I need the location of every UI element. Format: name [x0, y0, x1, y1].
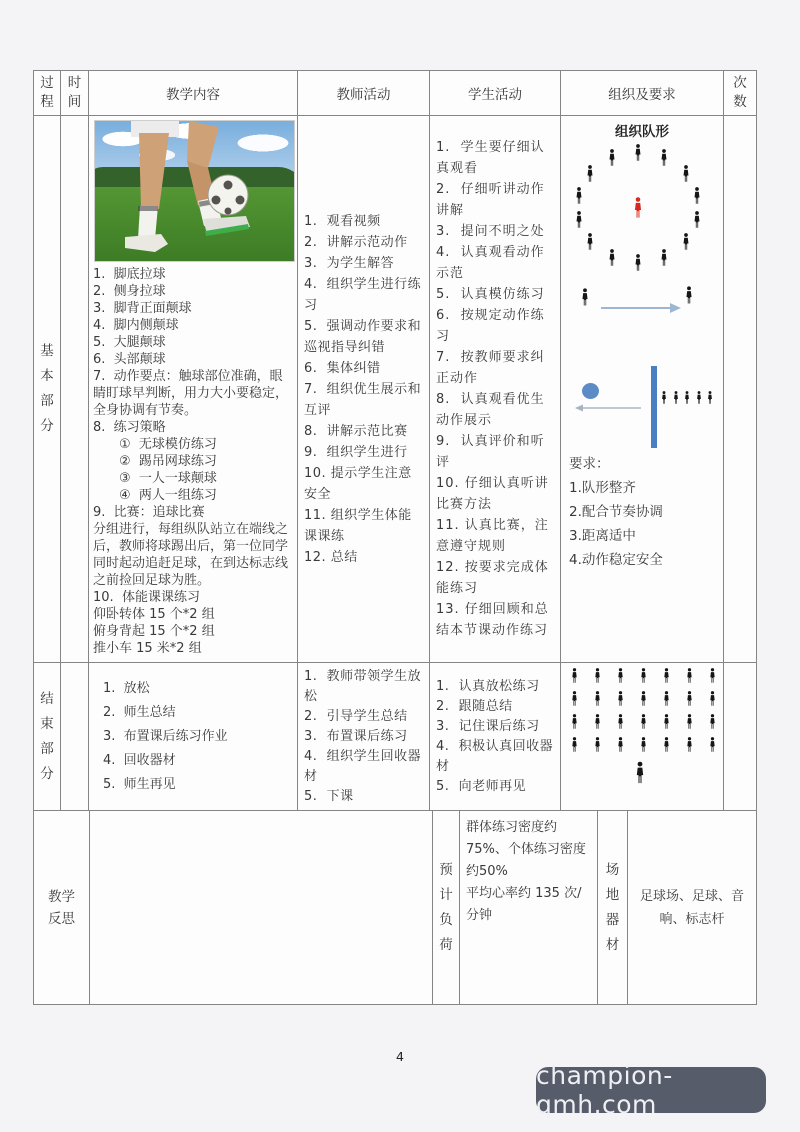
soccer-juggling-photo [94, 120, 295, 262]
student-icon [640, 668, 647, 683]
list-item: 8. 讲解示范比赛 [304, 423, 408, 439]
student-icon [575, 187, 583, 204]
list-item: 13. 仔细回顾和总结本节课动作练习 [436, 602, 549, 638]
list-item: 仰卧转体 15 个*2 组 [93, 607, 215, 622]
header-teacher-label: 教师活动 [336, 87, 391, 103]
list-item: 5. 下课 [304, 788, 354, 804]
row-closing-label: 结束部分 [40, 690, 54, 782]
student-icon [617, 714, 624, 729]
list-item: 7. 组织优生展示和互评 [304, 381, 422, 418]
closing-teacher-list [304, 667, 423, 807]
row-basic-label-cell [34, 116, 61, 663]
closing-student-list [436, 677, 554, 797]
watermark-text: champion-qmh.com [536, 1061, 673, 1119]
student-icon [686, 737, 693, 752]
load-lines [466, 817, 591, 927]
circle-formation [561, 138, 724, 288]
student-icon [571, 737, 578, 752]
row-basic-student-cell [430, 116, 561, 663]
list-item: 平均心率约 135 次/分钟 [466, 886, 582, 923]
list-item: 1. 学生要仔细认真观看 [436, 140, 545, 176]
requirements-list [569, 452, 663, 572]
ball-icon [582, 383, 599, 399]
student-icon [709, 714, 716, 729]
list-item: 2. 跟随总结 [436, 698, 513, 714]
page-number: 4 [396, 1049, 404, 1064]
list-item: 4. 脚内侧颠球 [93, 318, 179, 333]
list-item: 2. 侧身拉球 [93, 284, 166, 299]
student-icon [696, 391, 702, 404]
row-basic-teacher-cell [298, 116, 430, 663]
list-item: 6. 集体纠错 [304, 360, 381, 376]
list-item: 10. 提示学生注意安全 [304, 465, 412, 502]
header-content-label: 教学内容 [166, 87, 220, 103]
header-teacher [298, 71, 430, 116]
formation-title: 组织队形 [615, 124, 669, 140]
row-closing-label-cell [34, 663, 61, 811]
list-item: 11. 组织学生体能课课练 [304, 507, 412, 544]
load-label: 预计负荷 [439, 861, 453, 953]
student-icon [571, 668, 578, 683]
header-organization [561, 71, 724, 116]
list-item: 6. 头部颠球 [93, 352, 166, 367]
student-icon [594, 714, 601, 729]
header-count-label: 次数 [733, 75, 747, 110]
student-icon [586, 165, 594, 182]
list-item: 1. 教师带领学生放松 [304, 668, 422, 704]
basic-content-list [93, 266, 293, 657]
reflection-label-cell [34, 811, 90, 1005]
header-process-label: 过程 [40, 75, 54, 110]
list-item: 9. 组织学生进行 [304, 444, 408, 460]
student-icon [682, 233, 690, 250]
student-icon [686, 714, 693, 729]
row-closing-count-cell [724, 663, 757, 811]
header-time-label: 时间 [67, 75, 82, 110]
list-item: 5. 大腿颠球 [93, 335, 166, 350]
student-icon [660, 149, 668, 166]
student-icon [594, 737, 601, 752]
list-item: 3.距离适中 [569, 528, 636, 544]
list-item: 5. 师生再见 [103, 776, 176, 792]
list-item: 俯身背起 15 个*2 组 [93, 624, 215, 639]
student-icon [617, 691, 624, 706]
student-icon [634, 254, 642, 271]
student-icon [617, 668, 624, 683]
venue-label-cell [598, 811, 628, 1005]
list-item: 1. 脚底拉球 [93, 267, 166, 282]
student-icon [661, 391, 667, 404]
student-icon [581, 288, 589, 306]
student-icon [684, 391, 690, 404]
list-item: ② 踢吊网球练习 [119, 454, 217, 469]
list-item: 10. 体能课课练习 [93, 590, 200, 605]
list-item: 1. 放松 [103, 680, 150, 696]
list-item: 5. 向老师再见 [436, 778, 527, 794]
student-icon [608, 249, 616, 266]
row-basic-time-cell [61, 116, 89, 663]
student-icon [693, 187, 701, 204]
arrow-left-icon [573, 403, 643, 413]
reflection-empty-cell [90, 811, 433, 1005]
student-icon [634, 144, 642, 161]
list-item: 12. 总结 [304, 549, 358, 565]
row-closing-teacher-cell [298, 663, 430, 811]
list-item: ① 无球模仿练习 [119, 437, 217, 452]
student-icon [663, 668, 670, 683]
closing-content-list [103, 677, 283, 797]
list-item: 7. 按教师要求纠正动作 [436, 350, 545, 386]
row-basic-count-cell [724, 116, 757, 663]
student-icon [660, 249, 668, 266]
student-icon [594, 668, 601, 683]
reflection-label: 教学反思 [48, 888, 75, 927]
list-item: 3. 脚背正面颠球 [93, 301, 192, 316]
student-icon [709, 691, 716, 706]
list-item: 4. 认真观看动作示范 [436, 245, 545, 281]
list-item: 1. 认真放松练习 [436, 678, 540, 694]
list-item: 4. 回收器材 [103, 752, 176, 768]
arrow-right-icon [599, 302, 681, 314]
list-item: 3. 提问不明之处 [436, 224, 545, 239]
list-item: 11. 认真比赛，注意遵守规则 [436, 518, 549, 554]
teacher-icon [633, 197, 643, 218]
basic-student-list [436, 137, 554, 641]
row-closing-organization-cell [561, 663, 724, 811]
list-item: 2. 讲解示范动作 [304, 234, 408, 250]
student-icon [640, 737, 647, 752]
student-icon [617, 737, 624, 752]
load-value-cell [460, 811, 598, 1005]
list-item: 1.队形整齐 [569, 480, 636, 496]
list-item: 8. 练习策略 [93, 420, 166, 435]
student-icon [663, 691, 670, 706]
row-basic-label: 基本部分 [40, 343, 54, 434]
student-icon [575, 211, 583, 228]
student-icon [709, 737, 716, 752]
student-icon [571, 714, 578, 729]
teacher-icon [635, 761, 645, 784]
list-item: 2.配合节奏协调 [569, 504, 663, 520]
header-process [34, 71, 61, 116]
list-item: 8. 认真观看优生动作展示 [436, 392, 545, 428]
list-item: 5. 认真模仿练习 [436, 287, 545, 302]
student-icon [682, 165, 690, 182]
list-item: 5. 强调动作要求和巡视指导纠错 [304, 318, 422, 355]
student-icon [686, 691, 693, 706]
line-marker-bar [651, 366, 657, 448]
list-item: 3. 布置课后练习作业 [103, 728, 228, 744]
list-item: 分组进行，每组纵队站立在端线之后，教师将球踢出后，第一位同学同时起动追赶足球，在到达标志线之前捡回足球为胜。 [93, 522, 289, 588]
list-item: 3. 记住课后练习 [436, 718, 540, 734]
basic-teacher-list [304, 211, 423, 568]
student-icon [663, 737, 670, 752]
row-basic-content-cell [89, 116, 298, 663]
list-item: 1. 观看视频 [304, 213, 381, 229]
list-item: 12. 按要求完成体能练习 [436, 560, 549, 596]
header-organization-label: 组织及要求 [608, 87, 676, 103]
equipment-cell [628, 811, 757, 1005]
list-item: 4.动作稳定安全 [569, 552, 663, 568]
photo-player-and-ball [95, 121, 294, 261]
header-content [89, 71, 298, 116]
student-icon [685, 286, 693, 304]
row-closing-student-cell [430, 663, 561, 811]
student-icon [663, 714, 670, 729]
student-icon [686, 668, 693, 683]
list-item: 3. 为学生解答 [304, 255, 395, 271]
load-label-cell [433, 811, 460, 1005]
list-item: 群体练习密度约75%、个体练习密度约50% [466, 820, 586, 879]
list-item: 9. 比赛：追球比赛 [93, 505, 205, 520]
lesson-plan-table [33, 70, 757, 1005]
list-item: 3. 布置课后练习 [304, 728, 408, 744]
student-icon [608, 149, 616, 166]
row-closing-content-cell [89, 663, 298, 811]
header-student [430, 71, 561, 116]
list-item: 7. 动作要点：触球部位准确，眼睛盯球早判断，用力大小要稳定，全身协调有节奏。 [93, 369, 289, 418]
list-item: 2. 师生总结 [103, 704, 176, 720]
student-icon [693, 211, 701, 228]
row-basic-organization-cell [561, 116, 724, 663]
student-icon [571, 691, 578, 706]
student-icon [640, 714, 647, 729]
list-item: 9. 认真评价和听评 [436, 434, 545, 470]
student-icon [594, 691, 601, 706]
grid-formation [561, 663, 724, 811]
watermark-badge [536, 1061, 766, 1119]
venue-label: 场地器材 [605, 861, 620, 953]
header-student-label: 学生活动 [468, 87, 522, 103]
list-item: 4. 组织学生回收器材 [304, 748, 422, 784]
list-item: 推小车 15 米*2 组 [93, 641, 202, 656]
list-item: ③ 一人一球颠球 [119, 471, 217, 486]
row-closing-time-cell [61, 663, 89, 811]
list-item: ④ 两人一组练习 [119, 488, 217, 503]
student-icon [709, 668, 716, 683]
student-icon [586, 233, 594, 250]
header-count [724, 71, 757, 116]
list-item: 2. 引导学生总结 [304, 708, 408, 724]
student-icon [707, 391, 713, 404]
student-icon [640, 691, 647, 706]
header-time [61, 71, 89, 116]
list-item: 4. 积极认真回收器材 [436, 738, 554, 774]
list-item: 要求： [569, 456, 610, 472]
list-item: 2. 仔细听讲动作讲解 [436, 182, 545, 218]
list-item: 4. 组织学生进行练习 [304, 276, 422, 313]
student-icon [673, 391, 679, 404]
list-item: 6. 按规定动作练习 [436, 308, 545, 344]
list-item: 10. 仔细认真听讲比赛方法 [436, 476, 549, 512]
equipment-text: 足球场、足球、音响、标志杆 [639, 888, 744, 927]
